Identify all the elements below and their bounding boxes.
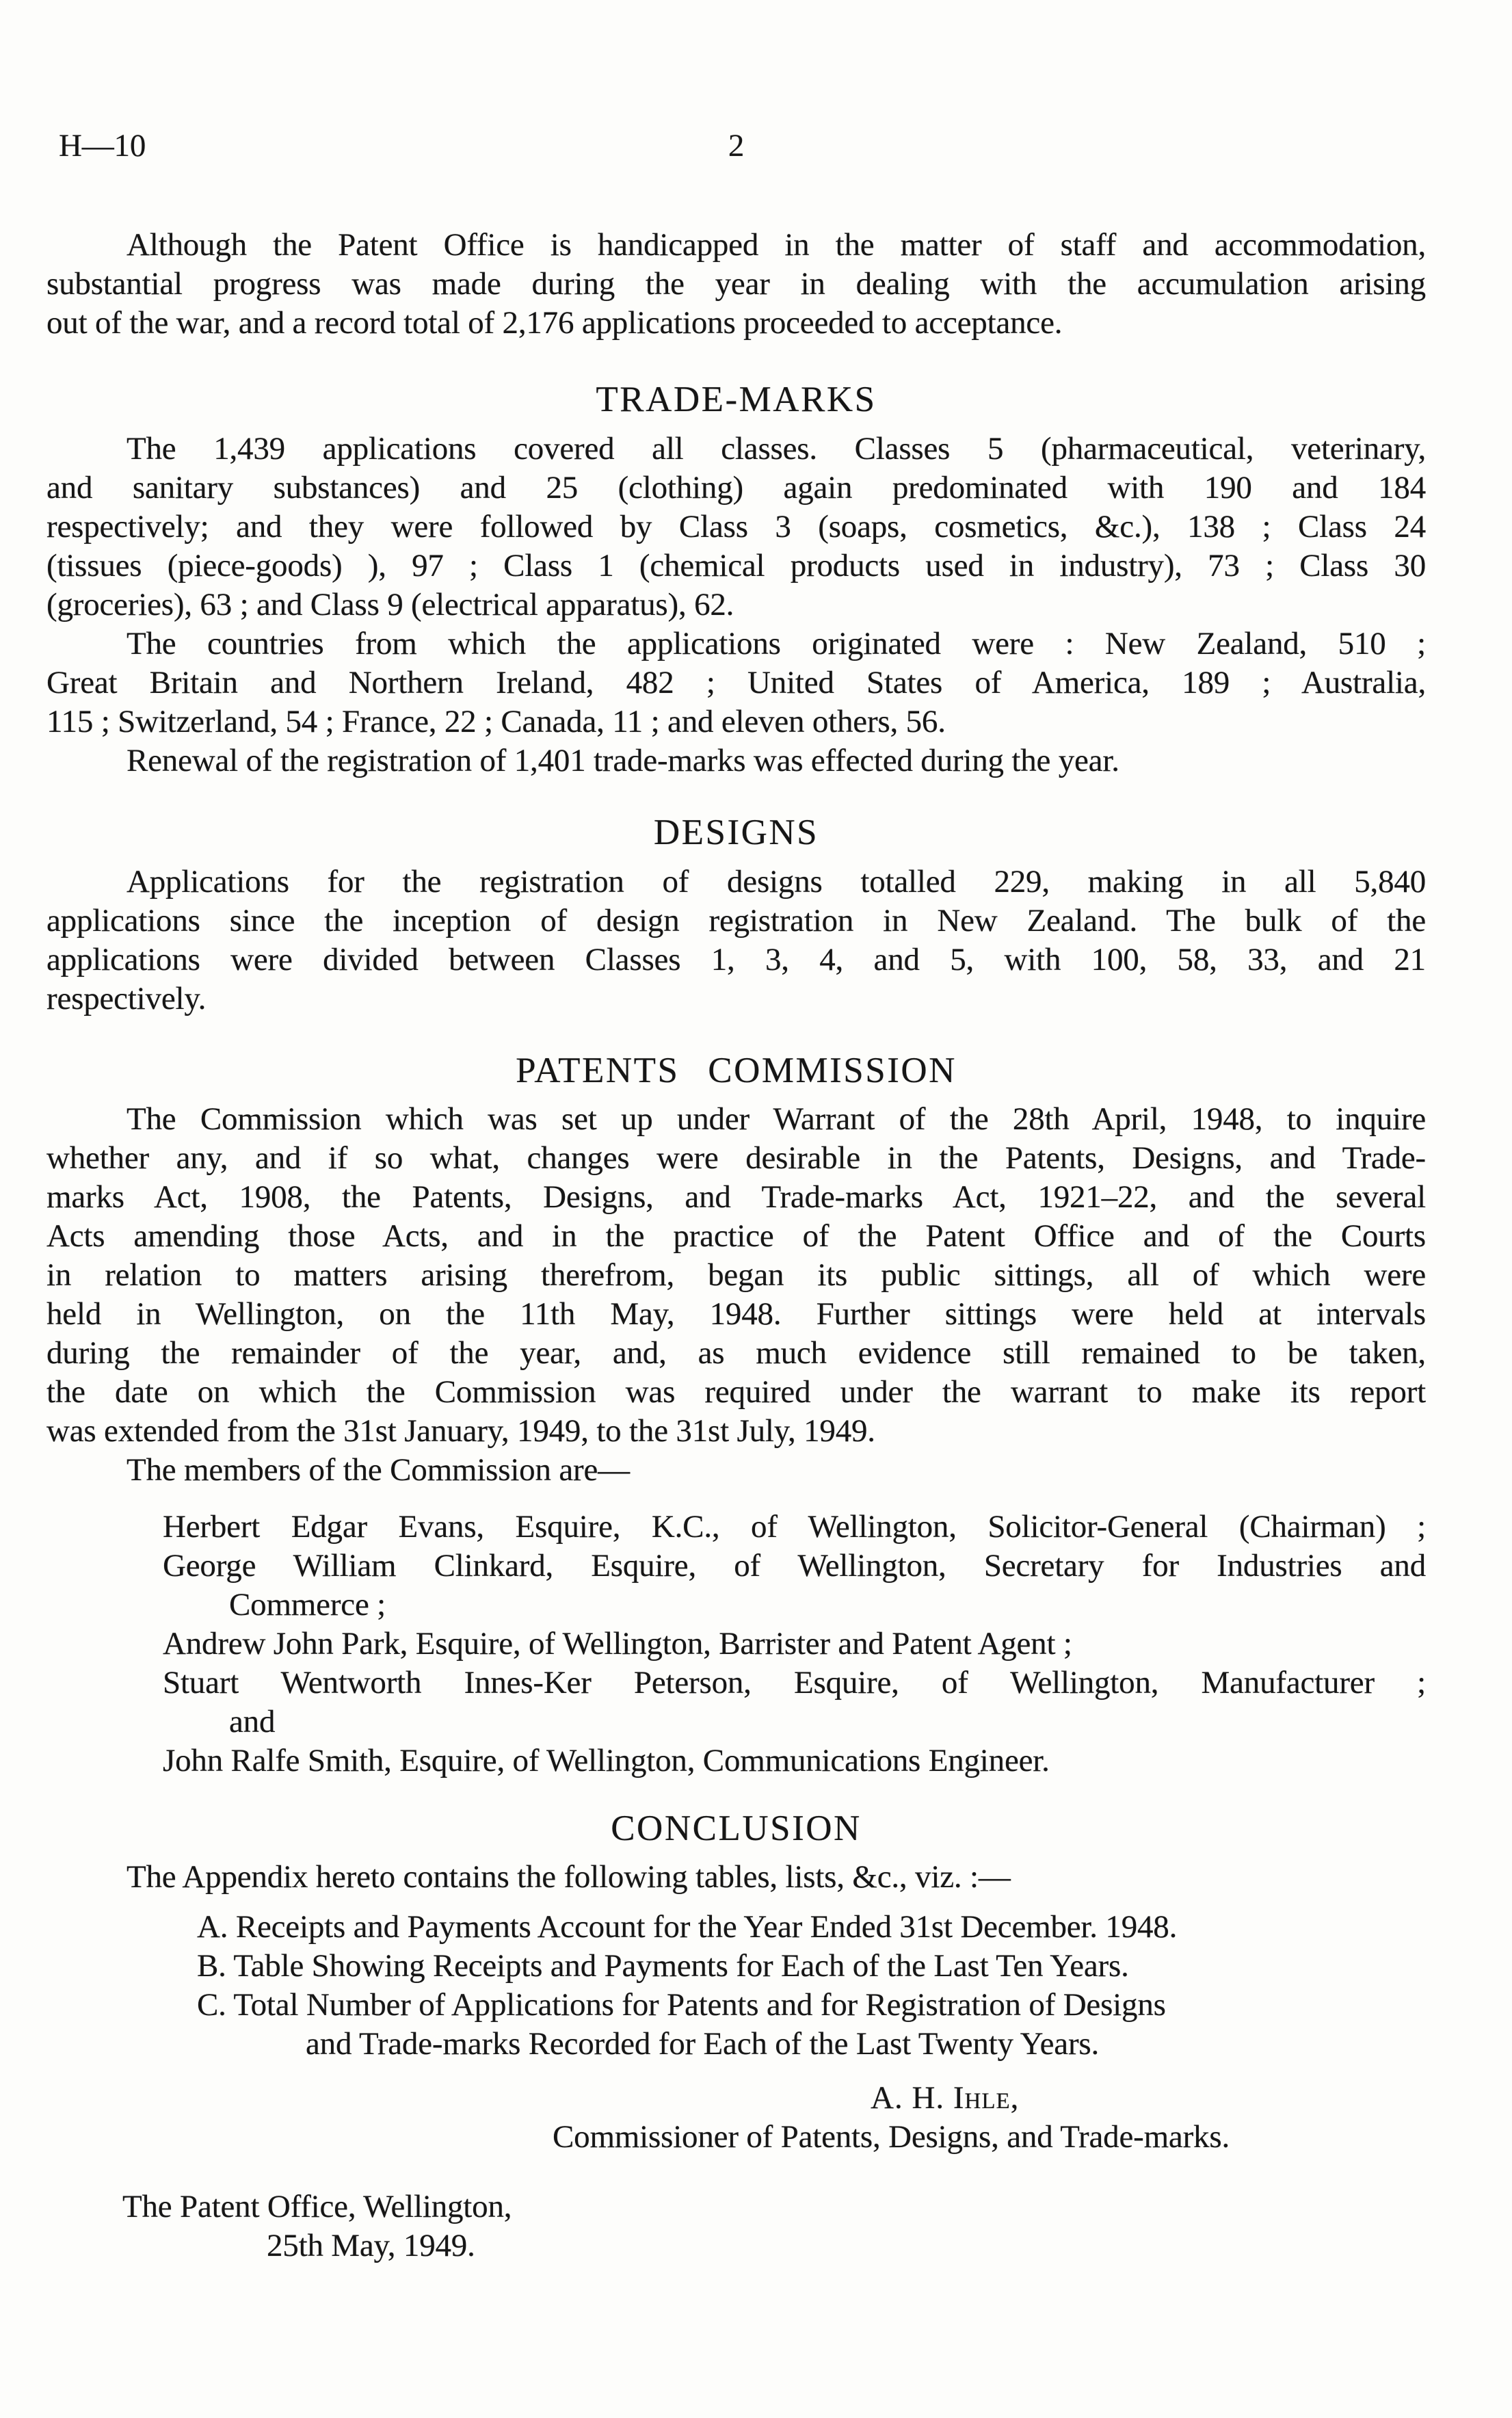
- body-line: The Appendix hereto contains the following tables, lists, &c., viz. :—: [127, 1859, 1011, 1895]
- office-line: The Patent Office, Wellington,: [122, 2189, 512, 2224]
- conclusion-intro: [47, 1858, 1426, 1897]
- body-line: respectively; and they were followed by Class 3 (soaps, cosmetics, &c.), 138 ; Class 24: [47, 509, 1426, 544]
- section-heading-conclusion: CONCLUSION: [611, 1809, 862, 1848]
- body-line: respectively.: [47, 981, 207, 1016]
- body-line: applications since the inception of design registration in New Zealand. The bulk of the: [47, 903, 1426, 938]
- date-line: 25th May, 1949.: [267, 2228, 475, 2263]
- member-line: and: [229, 1704, 276, 1739]
- section-heading-designs: DESIGNS: [653, 813, 819, 852]
- appendix-list: [47, 1908, 1426, 2064]
- members-intro: [47, 1451, 1426, 1490]
- body-line: marks Act, 1908, the Patents, Designs, and Trade-marks Act, 1921–22, and the several: [47, 1179, 1426, 1215]
- page-header: [47, 127, 1426, 166]
- body-line: during the remainder of the year, and, as much evidence still remained to be taken,: [47, 1335, 1426, 1371]
- body-line: Renewal of the registration of 1,401 trade-marks was effected during the year.: [127, 743, 1119, 778]
- member-line: John Ralfe Smith, Esquire, of Wellington, Communications Engineer.: [163, 1743, 1050, 1778]
- signatory-title: Commissioner of Patents, Designs, and Trade-marks.: [553, 2119, 1230, 2155]
- trade-marks-paragraph-2: [47, 625, 1426, 741]
- body-line: in relation to matters arising therefrom, began its public sittings, all of which were: [47, 1257, 1426, 1293]
- intro-line: out of the war, and a record total of 2,176 applications proceeded to acceptance.: [47, 305, 1063, 341]
- footer-block: [47, 2187, 1426, 2265]
- member-line: Andrew John Park, Esquire, of Wellington, Barrister and Patent Agent ;: [163, 1626, 1072, 1661]
- body-line: The countries from which the applications originated were : New Zealand, 510 ;: [127, 626, 1426, 661]
- body-line: Applications for the registration of designs totalled 229, making in all 5,840: [127, 864, 1426, 899]
- designs-paragraph: [47, 863, 1426, 1019]
- body-line: Great Britain and Northern Ireland, 482 ; United States of America, 189 ; Australia,: [47, 665, 1426, 700]
- appendix-item: A. Receipts and Payments Account for the Year Ended 31st December. 1948.: [197, 1909, 1178, 1945]
- text-block: [47, 0, 1426, 2265]
- report-series-number: H—10: [59, 128, 146, 163]
- body-line: applications were divided between Classes 1, 3, 4, and 5, with 100, 58, 33, and 21: [47, 942, 1426, 977]
- body-line: the date on which the Commission was required under the warrant to make its report: [47, 1374, 1426, 1410]
- body-line: The 1,439 applications covered all classes. Classes 5 (pharmaceutical, veterinary,: [127, 431, 1426, 466]
- body-line: was extended from the 31st January, 1949, to the 31st July, 1949.: [47, 1413, 875, 1449]
- appendix-item: C. Total Number of Applications for Patents and for Registration of Designs: [197, 1987, 1166, 2023]
- trade-marks-paragraph-3: [47, 741, 1426, 780]
- member-line: Herbert Edgar Evans, Esquire, K.C., of Wellington, Solicitor-General (Chairman) ;: [163, 1509, 1426, 1545]
- member-line: Stuart Wentworth Innes-Ker Peterson, Esquire, of Wellington, Manufacturer ;: [163, 1665, 1426, 1700]
- members-list: [47, 1508, 1426, 1780]
- body-line: (tissues (piece-goods) ), 97 ; Class 1 (chemical products used in industry), 73 ; Class 30: [47, 548, 1426, 583]
- commission-paragraph: [47, 1100, 1426, 1451]
- member-line: George William Clinkard, Esquire, of Wellington, Secretary for Industries and: [163, 1548, 1426, 1583]
- signatory-name: A. H. Ihle,: [871, 2080, 1020, 2116]
- page-number: 2: [728, 128, 745, 163]
- body-line: (groceries), 63 ; and Class 9 (electrical apparatus), 62.: [47, 587, 734, 622]
- appendix-item: and Trade-marks Recorded for Each of the Last Twenty Years.: [306, 2026, 1100, 2062]
- section-heading-trade-marks: TRADE-MARKS: [596, 380, 877, 419]
- body-line: 115 ; Switzerland, 54 ; France, 22 ; Canada, 11 ; and eleven others, 56.: [47, 704, 946, 739]
- body-line: and sanitary substances) and 25 (clothing) again predominated with 190 and 184: [47, 470, 1426, 505]
- signature-block: [47, 2079, 1426, 2157]
- appendix-item: B. Table Showing Receipts and Payments for Each of the Last Ten Years.: [197, 1948, 1129, 1984]
- intro-line: Although the Patent Office is handicapped in the matter of staff and accommodation,: [127, 227, 1426, 263]
- body-line: whether any, and if so what, changes were desirable in the Patents, Designs, and Trade-: [47, 1140, 1426, 1176]
- body-line: held in Wellington, on the 11th May, 1948. Further sittings were held at intervals: [47, 1296, 1426, 1332]
- body-line: The Commission which was set up under Warrant of the 28th April, 1948, to inquire: [127, 1101, 1426, 1137]
- body-line: Acts amending those Acts, and in the practice of the Patent Office and of the Courts: [47, 1218, 1426, 1254]
- trade-marks-paragraph-1: [47, 430, 1426, 625]
- intro-paragraph: [47, 226, 1426, 343]
- section-heading-patents-commission: PATENTS COMMISSION: [516, 1051, 957, 1090]
- body-line: The members of the Commission are—: [127, 1452, 630, 1488]
- member-line: Commerce ;: [229, 1587, 386, 1622]
- intro-line: substantial progress was made during the year in dealing with the accumulation arising: [47, 266, 1426, 302]
